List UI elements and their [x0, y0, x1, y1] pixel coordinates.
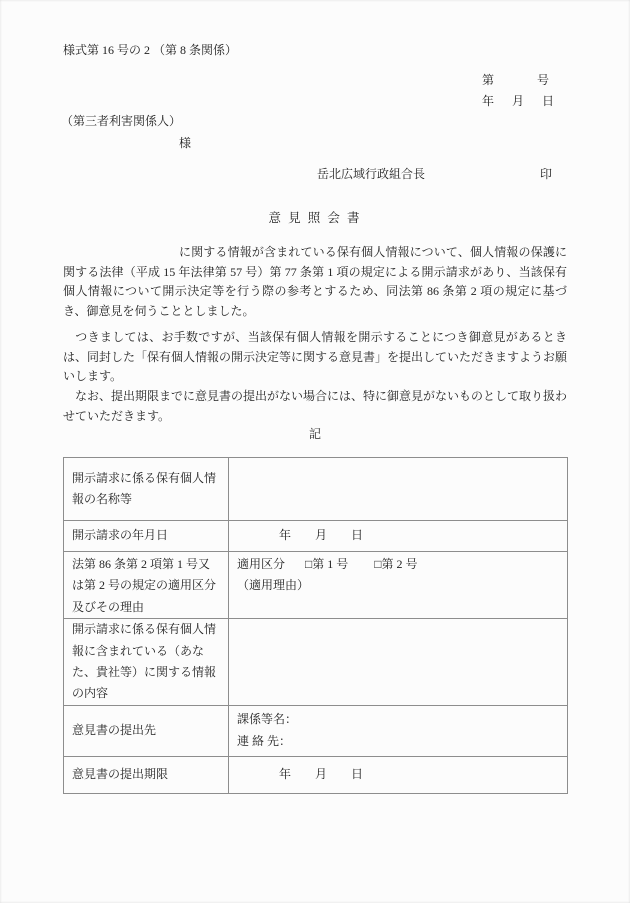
- value-submission-deadline: 年 月 日: [229, 756, 568, 793]
- table-row-application-category: [64, 552, 568, 619]
- label-info-content: 開示請求に係る保有個人情報に含まれている（あなた、貴社等）に関する情報の内容: [64, 619, 229, 706]
- table-row-info-content: [64, 619, 568, 706]
- table-row-submission-destination: [64, 705, 568, 756]
- label-application-category: 法第 86 条第 2 項第 1 号又は第 2 号の規定の適用区分及びその理由: [64, 552, 229, 619]
- label-submission-destination: 意見書の提出先: [64, 705, 229, 756]
- note-marker: 記: [308, 427, 321, 441]
- paragraph-1: に関する情報が含まれている保有個人情報について、個人情報の保護に関する法律（平成 15 年法律第 57 号）第 77 条第 1 項の規定による開示請求があり、当該保有個人情報について開示決定等を行う際の参考とするため、同法第 86 条第 2 項の規定に基づき、御意見を伺うこととしました。: [63, 245, 567, 319]
- table-row-request-date: [64, 521, 568, 552]
- value-info-content: [229, 619, 568, 706]
- category-options-line: [237, 554, 559, 575]
- label-submission-deadline: 意見書の提出期限: [64, 756, 229, 793]
- document-number-prefix: 第: [482, 73, 495, 87]
- label-request-date: 開示請求の年月日: [64, 521, 229, 552]
- form-number: 様式第 16 号の 2 （第 8 条関係）: [63, 43, 238, 57]
- value-application-category: [229, 552, 568, 619]
- seal-mark: 印: [540, 167, 553, 181]
- checkbox-option-2: □第 2 号: [374, 557, 418, 571]
- page-title: 意 見 照 会 書: [268, 211, 362, 225]
- document-number-line: [482, 71, 549, 88]
- label-info-name: 開示請求に係る保有個人情報の名称等: [64, 458, 229, 521]
- value-info-name: [229, 458, 568, 521]
- category-label: 適用区分: [237, 557, 286, 571]
- checkbox-option-1: □第 1 号: [305, 557, 349, 571]
- form-table: [63, 457, 568, 794]
- addressee-honorific: 様: [179, 136, 192, 150]
- value-request-date: 年 月 日: [229, 521, 568, 552]
- value-submission-destination: [229, 705, 568, 756]
- reason-label: （適用理由）: [237, 578, 310, 593]
- document-number-suffix: 号: [537, 73, 550, 87]
- table-row-submission-deadline: [64, 756, 568, 793]
- sender-title: 岳北広域行政組合長: [317, 167, 426, 181]
- body-text: [63, 243, 567, 426]
- date-line: 年 月 日: [482, 94, 558, 108]
- table-row-info-name: [64, 458, 568, 521]
- destination-section-line: 課係等名：: [237, 712, 298, 727]
- destination-contact-line: 連 絡 先：: [237, 733, 292, 748]
- paragraph-2: つきましては、お手数ですが、当該保有個人情報を開示することにつき御意見があるときは、同封した「保有個人情報の開示決定等に関する意見書」を提出していただきますようお願いします。: [63, 329, 568, 384]
- paragraph-3: なお、提出期限までに意見書の提出がない場合には、特に御意見がないものとして取り扱わせていただきます。: [63, 388, 568, 423]
- third-party-label: （第三者利害関係人）: [61, 114, 182, 128]
